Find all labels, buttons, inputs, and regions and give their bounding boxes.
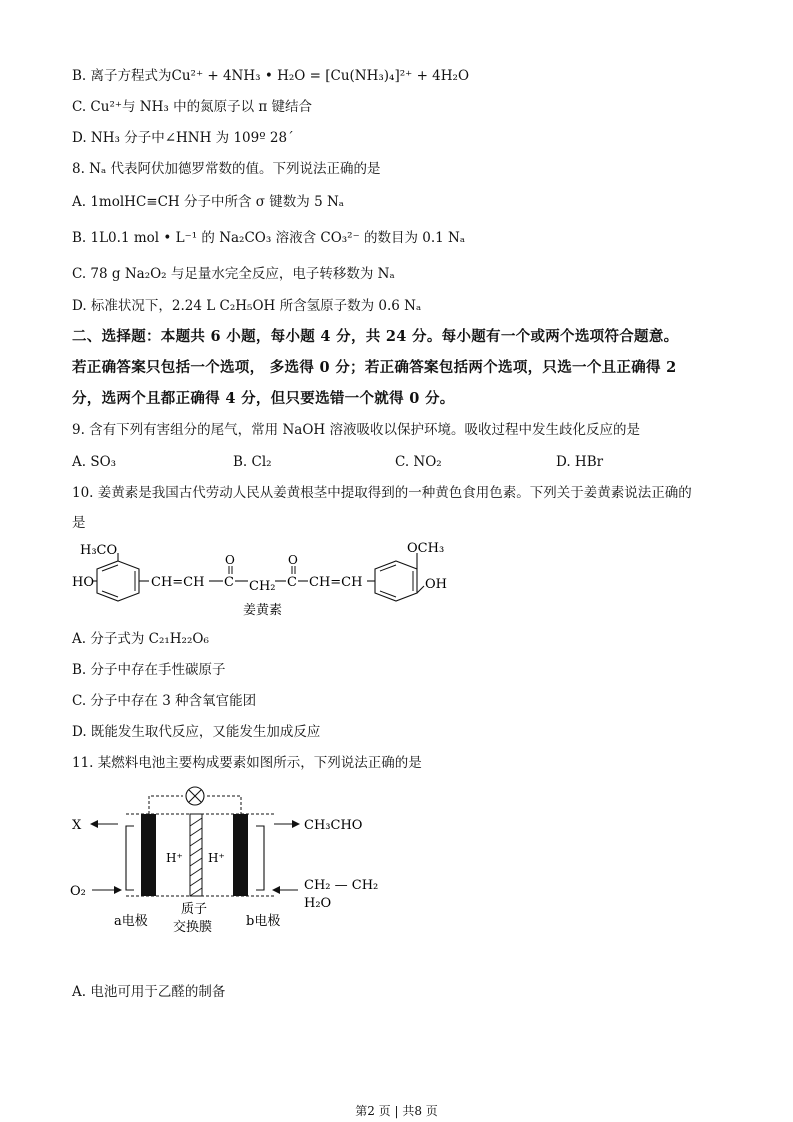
q10-option-c: C. 分子中存在 3 种含氧官能团: [72, 693, 257, 709]
q8-option-d: D. 标准状况下，2.24 L C₂H₅OH 所含氢原子数为 0.6 Nₐ: [72, 298, 422, 314]
carbonyl-oxygen-left: O: [225, 553, 235, 567]
input-o2: O₂: [70, 884, 86, 899]
q8-option-b: B. 1L0.1 mol • L⁻¹ 的 Na₂CO₃ 溶液含 CO₃²⁻ 的数目为 0.1 Nₐ: [72, 230, 466, 246]
q8-option-c: C. 78 g Na₂O₂ 与足量水完全反应，电子转移数为 Nₐ: [72, 266, 395, 282]
q10-option-a: A. 分子式为 C₂₁H₂₂O₆: [72, 631, 209, 647]
left-benzene-ring: [97, 561, 139, 601]
fuel-cell-diagram: [66, 782, 386, 942]
section2-line1: 二、选择题：本题共 6 小题，每小题 4 分，共 24 分。每小题有一个或两个选项符合题意。: [72, 328, 679, 345]
q7-option-d: D. NH₃ 分子中∠HNH 为 109º 28´: [72, 130, 294, 146]
q9-stem: 9. 含有下列有害组分的尾气，常用 NaOH 溶液吸收以保护环境。吸收过程中发生歧化反应的是: [72, 422, 640, 438]
hydroxyl-left: HO: [72, 575, 94, 590]
electrode-a: [141, 814, 156, 896]
label-membrane-1: 质子: [181, 902, 208, 917]
q10-option-d: D. 既能发生取代反应，又能发生加成反应: [72, 724, 321, 740]
section2-line3: 分，选两个且都正确得 4 分，但只要选错一个就得 0 分。: [72, 390, 455, 407]
input-water: H₂O: [304, 896, 332, 911]
q8-stem: 8. Nₐ 代表阿伏加德罗常数的值。下列说法正确的是: [72, 161, 381, 177]
carbonyl-oxygen-right: O: [288, 553, 298, 567]
q10-stem-line2: 是: [72, 515, 86, 531]
q7-option-b: B. 离子方程式为Cu²⁺ + 4NH₃ • H₂O = [Cu(NH₃)₄]²⁺ + 4H₂O: [72, 68, 470, 84]
vinyl-right: CH=CH: [309, 575, 363, 590]
right-benzene-ring: [375, 561, 417, 601]
vinyl-left: CH=CH: [151, 575, 205, 590]
q9-option-a: A. SO₃: [72, 454, 117, 470]
q10-option-b: B. 分子中存在手性碳原子: [72, 662, 226, 678]
input-ethylene: CH₂ — CH₂: [304, 878, 379, 893]
curcumin-structure: [72, 538, 462, 626]
q11-stem: 11. 某燃料电池主要构成要素如图所示，下列说法正确的是: [72, 755, 422, 771]
structure-caption: 姜黄素: [243, 603, 283, 618]
label-b-electrode: b电极: [246, 914, 281, 929]
methoxy-right: OCH₃: [407, 541, 445, 556]
q9-option-d: D. HBr: [556, 454, 604, 470]
q9-option-b: B. Cl₂: [233, 454, 272, 470]
q7-option-c: C. Cu²⁺与 NH₃ 中的氮原子以 π 键结合: [72, 99, 313, 115]
section2-line2: 若正确答案只包括一个选项， 多选得 0 分；若正确答案包括两个选项，只选一个且正确得 2: [72, 359, 677, 376]
label-a-electrode: a电极: [114, 914, 148, 929]
hydroxyl-right: OH: [425, 577, 447, 592]
carbonyl-carbon-left: C: [224, 575, 234, 590]
q10-stem-line1: 10. 姜黄素是我国古代劳动人民从姜黄根茎中提取得到的一种黄色食用色素。下列关于姜黄素说法正确的: [72, 485, 692, 501]
proton-right: H⁺: [208, 851, 225, 865]
electrode-b: [233, 814, 248, 896]
q8-option-a: A. 1molHC≡CH 分子中所含 σ 键数为 5 Nₐ: [72, 194, 344, 210]
output-acetaldehyde: CH₃CHO: [304, 818, 363, 833]
methoxy-left: H₃CO: [80, 543, 118, 558]
proton-left: H⁺: [166, 851, 183, 865]
page-footer: 第2 页 | 共8 页: [355, 1104, 438, 1118]
methylene: CH₂: [249, 579, 276, 594]
q9-option-c: C. NO₂: [395, 454, 442, 470]
label-membrane-2: 交换膜: [173, 920, 213, 935]
carbonyl-carbon-right: C: [287, 575, 297, 590]
q11-option-a: A. 电池可用于乙醛的制备: [72, 984, 226, 1000]
output-x: X: [72, 818, 82, 833]
